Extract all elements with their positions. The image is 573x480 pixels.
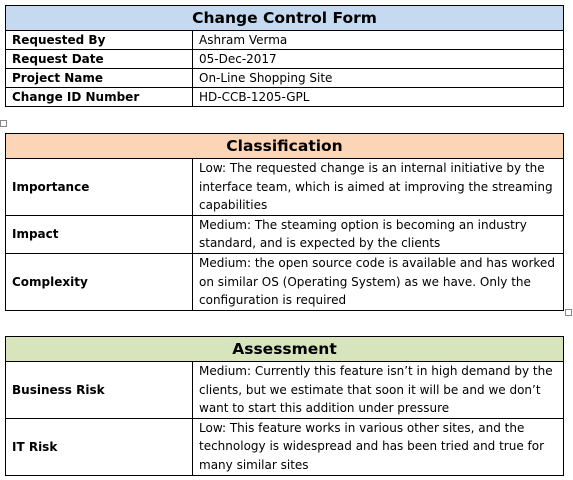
- table-resize-handle[interactable]: [565, 309, 572, 316]
- requested-by-label: Requested By: [6, 31, 193, 50]
- impact-label: Impact: [6, 215, 193, 253]
- classification-table: [5, 133, 564, 311]
- change-control-title: Change Control Form: [6, 6, 564, 31]
- project-name-label: Project Name: [6, 69, 193, 88]
- project-name-value[interactable]: On-Line Shopping Site: [193, 69, 564, 88]
- request-date-label: Request Date: [6, 50, 193, 69]
- importance-label: Importance: [6, 159, 193, 216]
- it-risk-value[interactable]: Low: This feature works in various other sites, and the technology is widespread and has been tried and true for many similar sites: [193, 418, 564, 475]
- impact-value[interactable]: Medium: The steaming option is becoming an industry standard, and is expected by the clients: [193, 215, 564, 253]
- classification-title: Classification: [6, 134, 564, 159]
- change-control-table: [5, 5, 564, 107]
- assessment-table: [5, 336, 564, 476]
- request-date-value[interactable]: 05-Dec-2017: [193, 50, 564, 69]
- change-id-label: Change ID Number: [6, 88, 193, 107]
- business-risk-label: Business Risk: [6, 362, 193, 419]
- assessment-title: Assessment: [6, 337, 564, 362]
- business-risk-value[interactable]: Medium: Currently this feature isn’t in high demand by the clients, but we estimate that soon it will be and we don’t want to start this addition under pressure: [193, 362, 564, 419]
- change-id-value[interactable]: HD-CCB-1205-GPL: [193, 88, 564, 107]
- importance-value[interactable]: Low: The requested change is an internal initiative by the interface team, which is aimed at improving the streaming capabilities: [193, 159, 564, 216]
- it-risk-label: IT Risk: [6, 418, 193, 475]
- table-move-handle[interactable]: [0, 120, 7, 127]
- complexity-label: Complexity: [6, 253, 193, 310]
- requested-by-value[interactable]: Ashram Verma: [193, 31, 564, 50]
- complexity-value[interactable]: Medium: the open source code is available and has worked on similar OS (Operating System) as we have. Only the configuration is required: [193, 253, 564, 310]
